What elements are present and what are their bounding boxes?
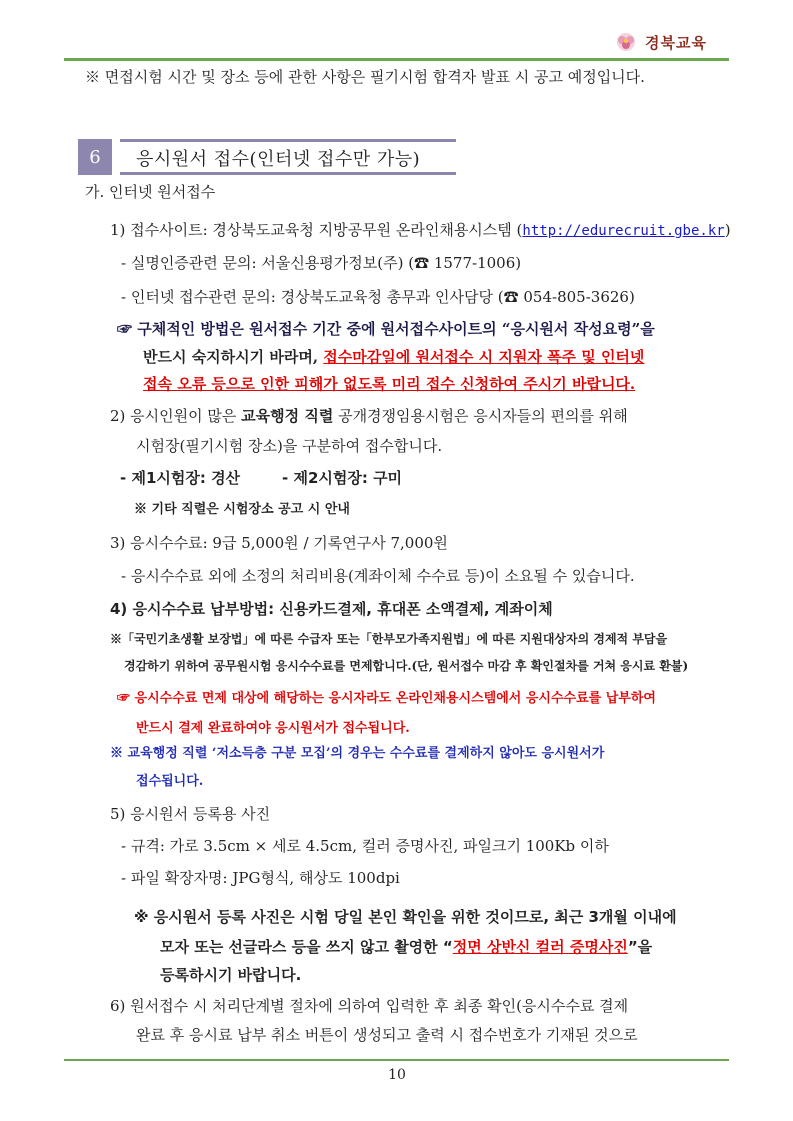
item4-blue-note1: ※ 교육행정 직렬 ‘저소득층 구분 모집’의 경우는 수수료를 결제하지 않아도 응시원서가	[110, 746, 605, 761]
note1-warning-red: 접수마감일에 원서접수 시 지원자 폭주 및 인터넷	[323, 348, 645, 366]
item3-extra-cost: - 응시수수료 외에 소정의 처리비용(계좌이체 수수료 등)이 소요될 수 있습니다.	[121, 567, 635, 585]
item1-contact-internet: - 인터넷 접수관련 문의: 경상북도교육청 총무과 인사담당 (☎ 054-805-3626)	[121, 288, 635, 306]
item4-waiver-note2: 경감하기 위하여 공무원시험 응시수수료를 면제합니다.(단, 원서접수 마감 후 확인절차를 거쳐 응시료 환불)	[124, 659, 689, 673]
header-logo	[613, 30, 707, 54]
item1-suffix: )	[724, 221, 731, 239]
item4-waiver-note1: ※「국민기초생활 보장법」에 따른 수급자 또는「한부모가족지원법」에 따른 지원대상자의 경제적 부담을	[110, 632, 668, 646]
item5-title: 5) 응시원서 등록용 사진	[110, 805, 271, 823]
item5-size-spec: - 규격: 가로 3.5cm × 세로 4.5cm, 컬러 증명사진, 파일크기 100Kb 이하	[121, 837, 609, 855]
logo-text: 경북교육	[645, 33, 707, 52]
admin-series-bold: 교육행정 직렬	[241, 407, 334, 425]
item4-red-note2: 반드시 결제 완료하여야 응시원서가 접수됩니다.	[136, 721, 410, 736]
item4-blue-note2: 접수됩니다.	[136, 774, 204, 789]
note1-line2: 반드시 숙지하시기 바라며, 접수마감일에 원서접수 시 지원자 폭주 및 인터넷	[143, 348, 645, 366]
item4-payment-methods: 4) 응시수수료 납부방법: 신용카드결제, 휴대폰 소액결제, 계좌이체	[110, 600, 553, 618]
section-title: 응시원서 접수(인터넷 접수만 가능)	[136, 149, 421, 170]
flower-logo-icon	[613, 31, 639, 53]
header-rule	[64, 58, 729, 61]
item2-line2: 시험장(필기시험 장소)을 구분하여 접수합니다.	[136, 437, 443, 455]
venue-note: ※ 기타 직렬은 시험장소 공고 시 안내	[134, 502, 350, 517]
item5-file-spec: - 파일 확장자명: JPG형식, 해상도 100dpi	[121, 869, 400, 887]
venue-1: - 제1시험장: 경산	[120, 469, 241, 487]
item6-line1: 6) 원서접수 시 처리단계별 절차에 의하여 입력한 후 최종 확인(응시수수료 결제	[110, 997, 629, 1015]
note1-line3: 접속 오류 등으로 인한 피해가 없도록 미리 접수 신청하여 주시기 바랍니다.	[143, 375, 636, 393]
item1-contact-identity: - 실명인증관련 문의: 서울신용평가정보(주) (☎ 1577-1006)	[121, 254, 522, 272]
item5-photo-note2: 모자 또는 선글라스 등을 쓰지 않고 촬영한 “정면 상반신 컬러 증명사진”을	[160, 938, 653, 956]
footer-rule	[64, 1059, 729, 1061]
item4-red-note1: ☞ 응시수수료 면제 대상에 해당하는 응시자라도 온라인채용시스템에서 응시수수료를 납부하여	[117, 691, 656, 706]
subsection-title: 가. 인터넷 원서접수	[85, 183, 216, 201]
item6-line2: 완료 후 응시료 납부 취소 버튼이 생성되고 출력 시 접수번호가 기재된 것으로	[136, 1026, 638, 1044]
recruit-site-link[interactable]: http://edurecruit.gbe.kr	[522, 223, 725, 239]
item1-prefix: 1) 접수사이트: 경상북도교육청 지방공무원 온라인채용시스템 (	[110, 221, 523, 239]
page-number: 10	[388, 1067, 406, 1083]
section-number: 6	[78, 139, 112, 175]
item2-line1: 2) 응시인원이 많은 교육행정 직렬 공개경쟁임용시험은 응시자들의 편의를 위해	[110, 407, 628, 425]
note1-line1: ☞ 구체적인 방법은 원서접수 기간 중에 원서접수사이트의 “응시원서 작성요령”을	[117, 320, 655, 338]
item1-line	[110, 219, 731, 240]
venue-2: - 제2시험장: 구미	[282, 469, 403, 487]
photo-requirement-red: 정면 상반신 컬러 증명사진	[452, 938, 628, 956]
item3-fee: 3) 응시수수료: 9급 5,000원 / 기록연구사 7,000원	[110, 534, 448, 552]
item5-photo-note3: 등록하시기 바랍니다.	[160, 966, 302, 984]
exam-notice: ※ 면접시험 시간 및 장소 등에 관한 사항은 필기시험 합격자 발표 시 공고 예정입니다.	[85, 68, 645, 86]
item5-photo-note1: ※ 응시원서 등록 사진은 시험 당일 본인 확인을 위한 것이므로, 최근 3개월 이내에	[134, 908, 677, 926]
